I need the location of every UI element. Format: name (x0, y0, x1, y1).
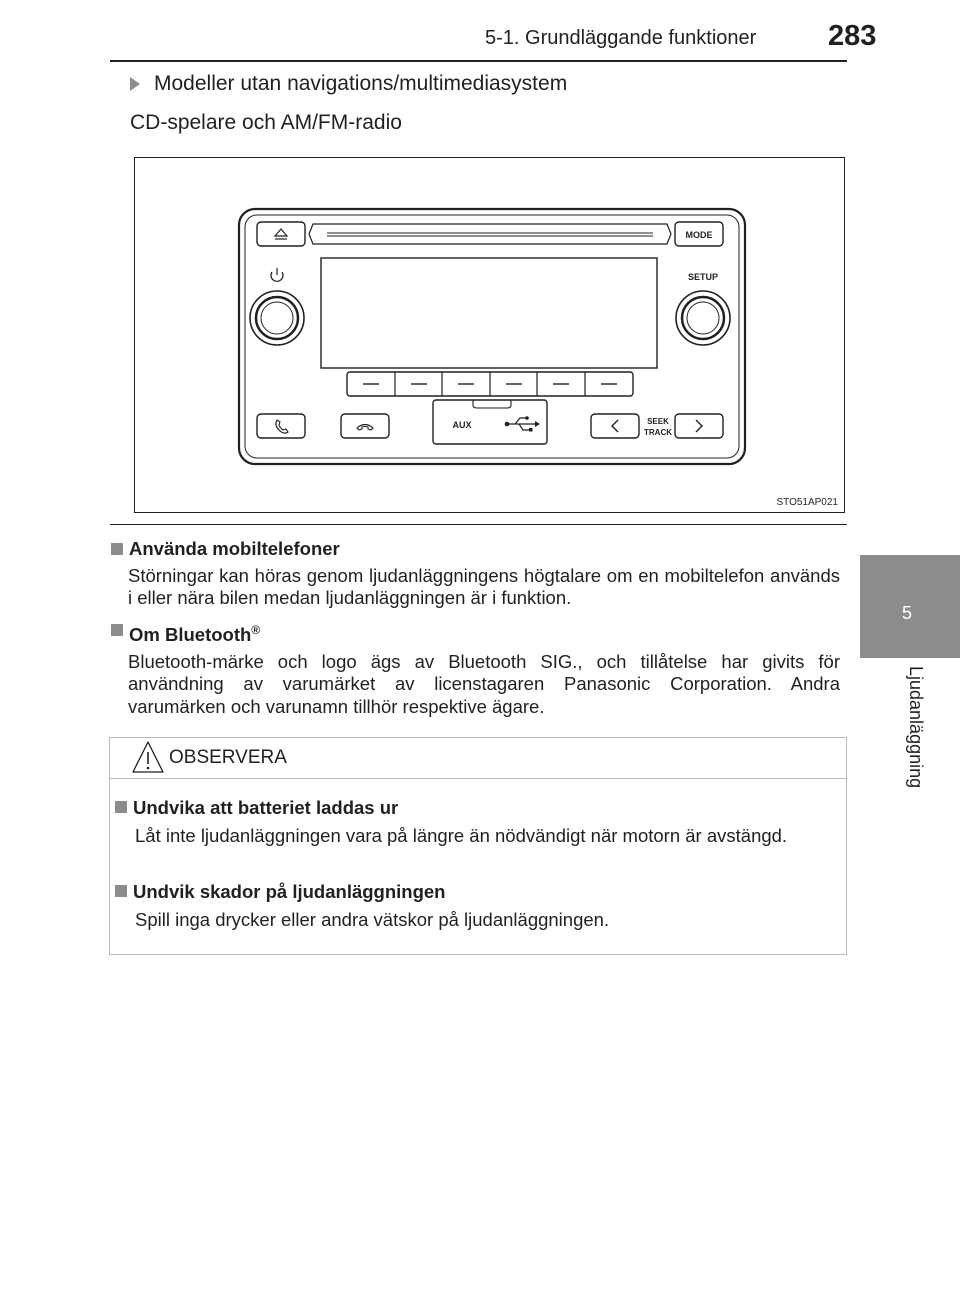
chapter-label: Ljudanläggning (906, 666, 926, 789)
info-item-mobile-phones (110, 538, 840, 610)
header-rule (110, 60, 847, 62)
info-body: Bluetooth-märke och logo ägs av Bluetooth SIG., och tillåtelse har givits för användning av varumärket av licenstagaren Panasonic Corporation. Andra varumärken och varunamn tillhör respektive ägare. (128, 650, 840, 717)
info-heading (110, 538, 840, 561)
warning-triangle-icon (132, 740, 164, 774)
seek-label: SEEK (647, 417, 669, 426)
notice-item-body: Spill inga drycker eller andra vätskor på ljudanläggningen. (135, 909, 610, 930)
subsection-text: Modeller utan navigations/multimediasystem (154, 72, 568, 95)
notice-item-heading (113, 796, 840, 819)
audio-unit-figure (134, 157, 845, 513)
page-number: 283 (828, 20, 877, 52)
notice-item (110, 796, 840, 847)
power-icon (271, 268, 283, 281)
notice-item-heading (113, 880, 840, 903)
notice-title: OBSERVERA (169, 747, 287, 768)
chapter-tab[interactable] (860, 555, 960, 658)
subsection-heading (130, 72, 567, 96)
notice-item-heading-text: Undvik skador på ljudanläggningen (133, 881, 446, 902)
audio-unit-illustration (135, 158, 846, 514)
volume-knob (250, 291, 304, 345)
square-bullet-icon (115, 885, 127, 897)
aux-usb-port (433, 400, 547, 444)
info-heading (110, 619, 840, 647)
notice-header (110, 738, 846, 779)
seek-track-buttons (591, 414, 723, 438)
eject-button (257, 222, 305, 246)
chapter-tab-label (860, 658, 960, 818)
triangle-bullet-icon (130, 77, 140, 91)
tune-knob (676, 291, 730, 345)
track-label: TRACK (644, 428, 672, 437)
phone-hangup-button (341, 414, 389, 438)
section-title: 5-1. Grundläggande funktioner (485, 27, 757, 49)
preset-buttons (347, 372, 633, 396)
registered-mark: ® (251, 623, 261, 637)
info-item-bluetooth (110, 619, 840, 718)
figure-code: STO51AP021 (776, 497, 838, 508)
cd-slot (309, 224, 671, 244)
notice-box (109, 737, 847, 955)
aux-label: AUX (452, 420, 472, 430)
notice-item-heading-text: Undvika att batteriet laddas ur (133, 797, 399, 818)
setup-label: SETUP (687, 272, 719, 282)
display-screen (321, 258, 657, 368)
square-bullet-icon (111, 543, 123, 555)
figure-caption: CD-spelare och AM/FM-radio (130, 111, 402, 134)
info-body: Störningar kan höras genom ljudanläggningens högtalare om en mobiltelefon används i eller nära bilen medan ljudanläggningen är i funktion. (128, 564, 840, 608)
chapter-number: 5 (902, 603, 913, 623)
mode-label: MODE (685, 230, 713, 240)
section-rule (110, 524, 847, 525)
usb-icon (505, 416, 540, 431)
notice-item-body: Låt inte ljudanläggningen vara på längre än nödvändigt när motorn är avstängd. (135, 825, 788, 846)
info-heading-text: Använda mobiltelefoner (129, 538, 340, 559)
square-bullet-icon (115, 801, 127, 813)
square-bullet-icon (111, 624, 123, 636)
phone-answer-button (257, 414, 305, 438)
notice-item (110, 880, 840, 931)
mode-button (675, 222, 723, 246)
info-heading-text: Om Bluetooth® (129, 623, 261, 646)
